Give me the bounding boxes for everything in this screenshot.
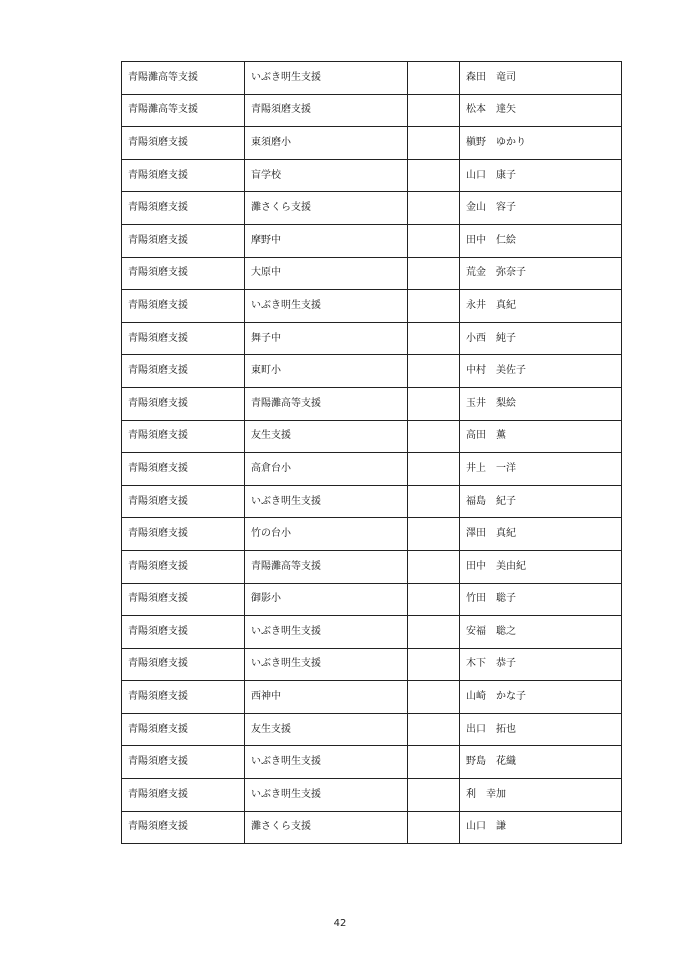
cell-person-name: 永井 真紀: [460, 290, 622, 323]
cell-person-name: 安福 聡之: [460, 616, 622, 649]
cell-to-school: 友生支援: [245, 713, 408, 746]
cell-person-name: 小西 純子: [460, 322, 622, 355]
cell-blank: [408, 192, 460, 225]
table-row: [122, 648, 622, 681]
table-row: [122, 192, 622, 225]
cell-from-school: 青陽須磨支援: [122, 811, 245, 844]
cell-to-school: いぶき明生支援: [245, 746, 408, 779]
cell-blank: [408, 290, 460, 323]
cell-blank: [408, 387, 460, 420]
table-row: [122, 713, 622, 746]
cell-to-school: 西神中: [245, 681, 408, 714]
table-row: [122, 290, 622, 323]
cell-from-school: 青陽須磨支援: [122, 485, 245, 518]
table-row: [122, 518, 622, 551]
cell-blank: [408, 616, 460, 649]
table-row: [122, 224, 622, 257]
cell-person-name: 田中 仁絵: [460, 224, 622, 257]
cell-blank: [408, 550, 460, 583]
cell-from-school: 青陽須磨支援: [122, 746, 245, 779]
cell-blank: [408, 485, 460, 518]
cell-from-school: 青陽須磨支援: [122, 224, 245, 257]
cell-blank: [408, 518, 460, 551]
cell-from-school: 青陽須磨支援: [122, 453, 245, 486]
cell-to-school: いぶき明生支援: [245, 62, 408, 95]
cell-from-school: 青陽須磨支援: [122, 387, 245, 420]
cell-from-school: 青陽須磨支援: [122, 322, 245, 355]
table-row: [122, 811, 622, 844]
cell-person-name: 井上 一洋: [460, 453, 622, 486]
cell-blank: [408, 583, 460, 616]
personnel-table: [121, 61, 622, 844]
cell-person-name: 山口 謙: [460, 811, 622, 844]
cell-from-school: 青陽灘高等支援: [122, 62, 245, 95]
cell-blank: [408, 779, 460, 812]
cell-blank: [408, 420, 460, 453]
cell-person-name: 利 幸加: [460, 779, 622, 812]
cell-blank: [408, 681, 460, 714]
cell-person-name: 山口 康子: [460, 159, 622, 192]
cell-person-name: 山崎 かな子: [460, 681, 622, 714]
cell-to-school: 東町小: [245, 355, 408, 388]
cell-to-school: 摩野中: [245, 224, 408, 257]
table-row: [122, 94, 622, 127]
cell-from-school: 青陽須磨支援: [122, 583, 245, 616]
cell-person-name: 木下 恭子: [460, 648, 622, 681]
cell-blank: [408, 159, 460, 192]
table-row: [122, 746, 622, 779]
cell-from-school: 青陽須磨支援: [122, 681, 245, 714]
cell-to-school: いぶき明生支援: [245, 779, 408, 812]
table-row: [122, 322, 622, 355]
table-row: [122, 550, 622, 583]
personnel-table-body: [122, 62, 622, 844]
cell-blank: [408, 322, 460, 355]
cell-from-school: 青陽須磨支援: [122, 127, 245, 160]
cell-to-school: いぶき明生支援: [245, 290, 408, 323]
page-number: 42: [333, 918, 347, 929]
cell-person-name: 澤田 真紀: [460, 518, 622, 551]
cell-to-school: 青陽須磨支援: [245, 94, 408, 127]
cell-from-school: 青陽灘高等支援: [122, 94, 245, 127]
cell-from-school: 青陽須磨支援: [122, 518, 245, 551]
table-row: [122, 127, 622, 160]
cell-to-school: いぶき明生支援: [245, 648, 408, 681]
cell-from-school: 青陽須磨支援: [122, 779, 245, 812]
cell-blank: [408, 62, 460, 95]
cell-from-school: 青陽須磨支援: [122, 648, 245, 681]
cell-blank: [408, 811, 460, 844]
cell-person-name: 野島 花織: [460, 746, 622, 779]
cell-from-school: 青陽須磨支援: [122, 257, 245, 290]
cell-blank: [408, 746, 460, 779]
table-row: [122, 779, 622, 812]
cell-person-name: 田中 美由紀: [460, 550, 622, 583]
cell-person-name: 中村 美佐子: [460, 355, 622, 388]
cell-person-name: 出口 拓也: [460, 713, 622, 746]
cell-blank: [408, 713, 460, 746]
cell-person-name: 槇野 ゆかり: [460, 127, 622, 160]
cell-person-name: 荒金 弥奈子: [460, 257, 622, 290]
table-row: [122, 257, 622, 290]
cell-person-name: 金山 容子: [460, 192, 622, 225]
cell-from-school: 青陽須磨支援: [122, 290, 245, 323]
cell-to-school: 灘さくら支援: [245, 811, 408, 844]
cell-to-school: 舞子中: [245, 322, 408, 355]
cell-from-school: 青陽須磨支援: [122, 616, 245, 649]
cell-person-name: 玉井 梨絵: [460, 387, 622, 420]
cell-blank: [408, 453, 460, 486]
cell-from-school: 青陽須磨支援: [122, 159, 245, 192]
table-row: [122, 681, 622, 714]
cell-to-school: いぶき明生支援: [245, 485, 408, 518]
cell-from-school: 青陽須磨支援: [122, 192, 245, 225]
table-row: [122, 355, 622, 388]
cell-from-school: 青陽須磨支援: [122, 550, 245, 583]
table-row: [122, 485, 622, 518]
cell-blank: [408, 648, 460, 681]
cell-from-school: 青陽須磨支援: [122, 355, 245, 388]
cell-to-school: 御影小: [245, 583, 408, 616]
cell-person-name: 福島 紀子: [460, 485, 622, 518]
cell-to-school: 竹の台小: [245, 518, 408, 551]
cell-to-school: 盲学校: [245, 159, 408, 192]
table-row: [122, 159, 622, 192]
cell-person-name: 竹田 聡子: [460, 583, 622, 616]
cell-to-school: 青陽灘高等支援: [245, 550, 408, 583]
cell-blank: [408, 224, 460, 257]
cell-person-name: 森田 竜司: [460, 62, 622, 95]
table-row: [122, 387, 622, 420]
cell-blank: [408, 355, 460, 388]
cell-person-name: 高田 薫: [460, 420, 622, 453]
cell-blank: [408, 94, 460, 127]
cell-blank: [408, 127, 460, 160]
table-row: [122, 420, 622, 453]
cell-person-name: 松本 達矢: [460, 94, 622, 127]
table-row: [122, 583, 622, 616]
cell-from-school: 青陽須磨支援: [122, 713, 245, 746]
cell-from-school: 青陽須磨支援: [122, 420, 245, 453]
cell-to-school: 友生支援: [245, 420, 408, 453]
cell-to-school: 高倉台小: [245, 453, 408, 486]
table-row: [122, 616, 622, 649]
cell-to-school: いぶき明生支援: [245, 616, 408, 649]
cell-to-school: 東須磨小: [245, 127, 408, 160]
cell-to-school: 青陽灘高等支援: [245, 387, 408, 420]
table-row: [122, 62, 622, 95]
cell-to-school: 大原中: [245, 257, 408, 290]
cell-to-school: 灘さくら支援: [245, 192, 408, 225]
cell-blank: [408, 257, 460, 290]
table-row: [122, 453, 622, 486]
